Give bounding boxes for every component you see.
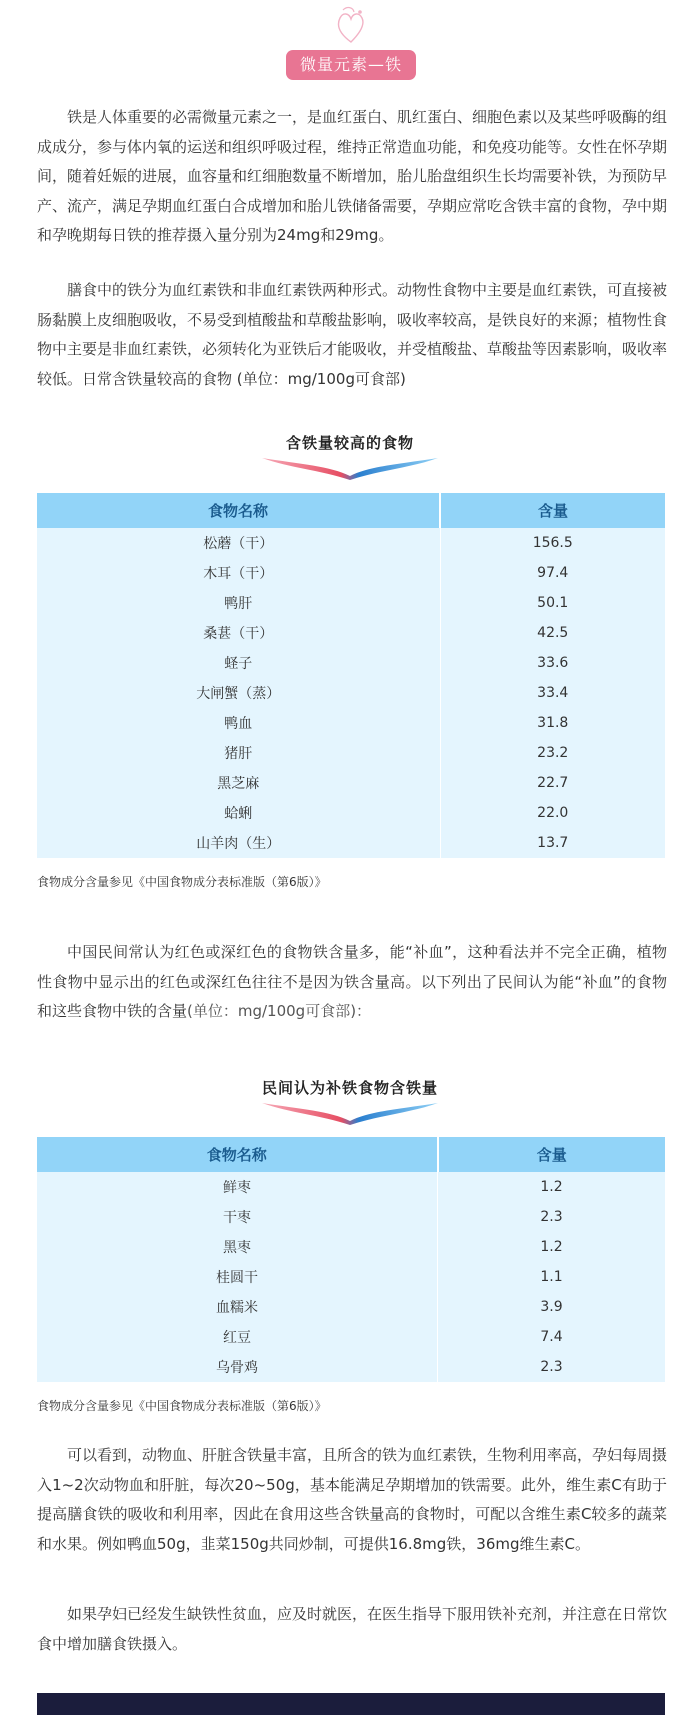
table2-source-note: 食物成分含量参见《中国食物成分表标准版（第6版）》 xyxy=(37,1399,327,1413)
table-row xyxy=(37,1202,665,1232)
food-name-cell: 干枣 xyxy=(37,1202,438,1232)
table-header-row xyxy=(37,1137,665,1172)
table-row xyxy=(37,1352,665,1382)
column-header-food-name: 食物名称 xyxy=(37,1137,438,1172)
iron-value-cell: 23.2 xyxy=(537,745,569,761)
table-row xyxy=(37,828,665,858)
food-name-cell: 黑芝麻 xyxy=(37,768,440,798)
food-name-cell: 猪肝 xyxy=(37,738,440,768)
table-row xyxy=(37,648,665,678)
table-row xyxy=(37,738,665,768)
iron-value-cell: 22.0 xyxy=(537,805,569,821)
food-name-cell: 大闸蟹（蒸） xyxy=(37,678,440,708)
heart-ornament-icon xyxy=(334,4,368,46)
food-name-cell: 血糯米 xyxy=(37,1292,438,1322)
food-name-cell: 鸭肝 xyxy=(37,588,440,618)
column-header-food-name: 食物名称 xyxy=(37,493,440,528)
table2-title: 民间认为补铁食物含铁量 xyxy=(261,1079,438,1097)
iron-value-cell: 1.1 xyxy=(540,1269,563,1285)
conclusion-paragraph: 可以看到，动物血、肝脏含铁量丰富，且所含的铁为血红素铁，生物利用率高，孕妇每周摄入1~2次动物血和肝脏，每次20~50g，基本能满足孕期增加的铁需要。此外，维生素C有助于提高膳食铁的吸收和利用率，因此在食用这些含铁量高的食物时，可配以含维生素C较多的蔬菜和水果。例如鸭血50g，韭菜150g共同炒制，可提供16.8mg铁，36mg维生素C。 xyxy=(37,1446,668,1553)
food-name-cell: 木耳（干） xyxy=(37,558,440,588)
footer-banner xyxy=(37,1693,665,1715)
folk-belief-text: 中国民间常认为红色或深红色的食物铁含量多，能“补血”，这种看法并不完全正确，植物性食物中显示出的红色或深红色往往不是因为铁含量高。以下列出了民间认为能“补血”的食物和这些食物中铁的含量 xyxy=(37,943,667,1020)
food-name-cell: 红豆 xyxy=(37,1322,438,1352)
iron-value-cell: 31.8 xyxy=(537,715,569,731)
ribbon-decoration-icon xyxy=(260,454,440,480)
table-row xyxy=(37,1322,665,1352)
iron-value-cell: 1.2 xyxy=(540,1239,563,1255)
table-row xyxy=(37,1232,665,1262)
food-name-cell: 山羊肉（生） xyxy=(37,828,440,858)
table-row xyxy=(37,798,665,828)
page-title: 微量元素—铁 xyxy=(286,50,416,80)
food-name-cell: 蛤蜊 xyxy=(37,798,440,828)
table-row xyxy=(37,588,665,618)
iron-rich-food-table xyxy=(37,493,665,858)
table-row xyxy=(37,768,665,798)
intro-paragraph: 铁是人体重要的必需微量元素之一，是血红蛋白、肌红蛋白、细胞色素以及某些呼吸酶的组成成分，参与体内氧的运送和组织呼吸过程，维持正常造血功能，和免疫功能等。女性在怀孕期间，随着妊娠的进展，血容量和红细胞数量不断增加，胎儿胎盘组织生长均需要补铁，为预防早产、流产，满足孕期血红蛋白合成增加和胎儿铁储备需要，孕期应常吃含铁丰富的食物，孕中期和孕晚期每日铁的推荐摄入量分别为24mg和29mg。 xyxy=(37,108,668,244)
iron-value-cell: 33.6 xyxy=(537,655,569,671)
iron-value-cell: 33.4 xyxy=(537,685,569,701)
iron-value-cell: 13.7 xyxy=(537,835,569,851)
food-name-cell: 桑葚（干） xyxy=(37,618,440,648)
iron-value-cell: 1.2 xyxy=(540,1179,563,1195)
table-row xyxy=(37,618,665,648)
folk-iron-food-table xyxy=(37,1137,665,1382)
food-name-cell: 蛏子 xyxy=(37,648,440,678)
table-row xyxy=(37,1292,665,1322)
folk-belief-paragraph xyxy=(37,938,667,1027)
column-header-content: 含量 xyxy=(440,493,665,528)
food-name-cell: 黑枣 xyxy=(37,1232,438,1262)
table-row xyxy=(37,1262,665,1292)
iron-value-cell: 156.5 xyxy=(532,535,573,551)
iron-value-cell: 3.9 xyxy=(540,1299,563,1315)
table-row xyxy=(37,1172,665,1202)
table-header-row xyxy=(37,493,665,528)
food-name-cell: 松蘑（干） xyxy=(37,528,440,558)
iron-value-cell: 2.3 xyxy=(540,1209,563,1225)
food-name-cell: 乌骨鸡 xyxy=(37,1352,438,1382)
iron-value-cell: 42.5 xyxy=(537,625,569,641)
iron-value-cell: 2.3 xyxy=(540,1359,563,1375)
ribbon-decoration-icon xyxy=(260,1099,440,1125)
table-row xyxy=(37,558,665,588)
heme-iron-paragraph: 膳食中的铁分为血红素铁和非血红素铁两种形式。动物性食物中主要是血红素铁，可直接被肠黏膜上皮细胞吸收，不易受到植酸盐和草酸盐影响，吸收率较高，是铁良好的来源；植物性食物中主要是非血红素铁，必须转化为亚铁后才能吸收，并受植酸盐、草酸盐等因素影响，吸收率较低。日常含铁量较高的食物 (单位：mg/100g可食部) xyxy=(37,281,668,388)
food-name-cell: 桂圆干 xyxy=(37,1262,438,1292)
iron-value-cell: 50.1 xyxy=(537,595,569,611)
iron-value-cell: 97.4 xyxy=(537,565,569,581)
table1-source-note: 食物成分含量参见《中国食物成分表标准版（第6版）》 xyxy=(37,875,327,889)
iron-value-cell: 7.4 xyxy=(540,1329,563,1345)
table-row xyxy=(37,708,665,738)
column-header-content: 含量 xyxy=(438,1137,666,1172)
table-row xyxy=(37,528,665,558)
table-row xyxy=(37,678,665,708)
anemia-advice-paragraph: 如果孕妇已经发生缺铁性贫血，应及时就医，在医生指导下服用铁补充剂，并注意在日常饮食中增加膳食铁摄入。 xyxy=(37,1605,668,1653)
unit-note: (单位：mg/100g可食部)： xyxy=(187,1002,372,1020)
iron-value-cell: 22.7 xyxy=(537,775,569,791)
food-name-cell: 鸭血 xyxy=(37,708,440,738)
food-name-cell: 鲜枣 xyxy=(37,1172,438,1202)
table1-title: 含铁量较高的食物 xyxy=(285,434,414,452)
